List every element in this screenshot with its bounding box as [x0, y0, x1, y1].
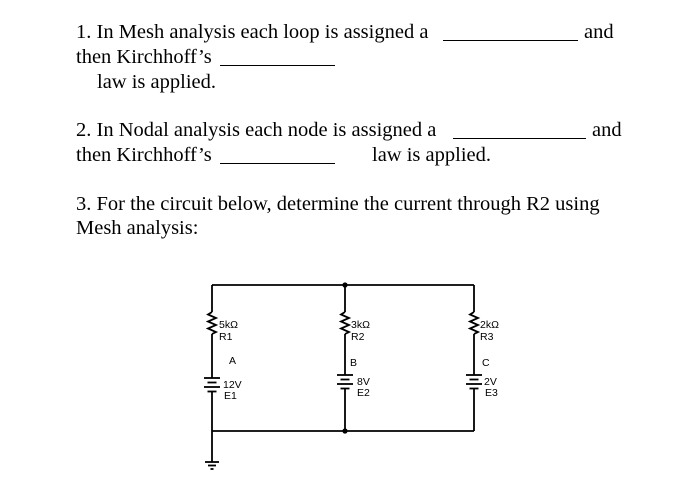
r1-value: 5kΩ	[219, 319, 238, 331]
q1-text-line2: then Kirchhoff’s	[76, 46, 212, 68]
q3-text-line1: For the circuit below, determine the current through R2 using	[96, 193, 600, 215]
q2-text-line1: In Nodal analysis each node is assigned a	[96, 119, 437, 141]
r2-value: 3kΩ	[351, 319, 370, 331]
q2-text-line2-end: law is applied.	[372, 144, 491, 166]
e3-name: E3	[485, 387, 498, 399]
junction-dot-bottom	[342, 428, 347, 433]
q2-and: and	[592, 119, 622, 141]
q2-number: 2.	[76, 119, 92, 141]
e1-name: E1	[224, 390, 237, 402]
e2-value: 8V	[357, 376, 370, 388]
e3-value: 2V	[484, 376, 497, 388]
e1-value: 12V	[223, 379, 242, 391]
e2-name: E2	[357, 387, 370, 399]
r3-name: R3	[480, 331, 494, 343]
node-a-label: A	[229, 355, 237, 367]
q1-number: 1.	[76, 21, 92, 43]
r1-name: R1	[219, 331, 233, 343]
r1-resistor-symbol	[208, 312, 216, 334]
q1-text-line1: In Mesh analysis each loop is assigned a	[96, 21, 429, 43]
node-b-label: B	[350, 357, 358, 369]
q1-and: and	[584, 21, 614, 43]
node-c-label: C	[482, 357, 490, 369]
q3-text-line2: Mesh analysis:	[76, 217, 199, 239]
q3-number: 3.	[76, 193, 92, 215]
q2-text-line2: then Kirchhoff’s	[76, 144, 212, 166]
junction-dot-top	[342, 282, 347, 287]
r2-name: R2	[351, 331, 365, 343]
r3-value: 2kΩ	[480, 319, 499, 331]
q1-text-line3: law is applied.	[97, 71, 216, 93]
r2-resistor-symbol	[341, 312, 349, 334]
r3-resistor-symbol	[470, 312, 478, 334]
